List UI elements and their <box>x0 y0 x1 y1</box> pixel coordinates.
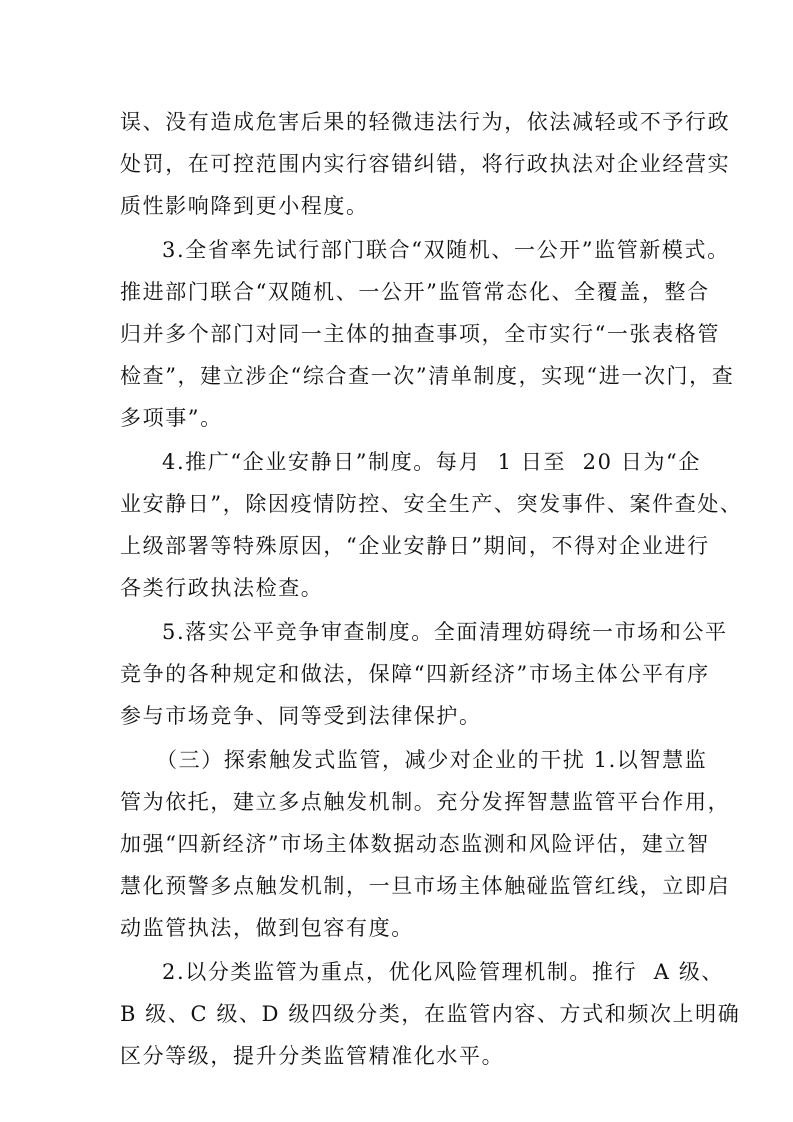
body-text-line: 区分等级，提升分类监管精准化水平。 <box>120 1044 505 1068</box>
body-text-line: 检查”，建立涉企“综合查一次”清单制度，实现“进一次门，查 <box>120 364 735 388</box>
body-text-line: 归并多个部门对同一主体的抽查事项，全市实行“一张表格管 <box>120 322 720 346</box>
body-text-line: 参与市场竞争、同等受到法律保护。 <box>120 704 482 728</box>
section-heading-line: （三）探索触发式监管，减少对企业的干扰 1.以智慧监 <box>156 748 708 772</box>
body-text-line: 误、没有造成危害后果的轻微违法行为，依法减轻或不予行政 <box>120 110 731 134</box>
body-text-line: 处罚，在可控范围内实行容错纠错，将行政执法对企业经营实 <box>120 152 731 176</box>
body-text-line: 各类行政执法检查。 <box>120 576 324 600</box>
body-text-line: 竞争的各种规定和做法，保障“四新经济”市场主体公平有序 <box>120 662 710 686</box>
body-text-line: 加强“四新经济”市场主体数据动态监测和风险评估，建立智 <box>120 832 710 856</box>
body-text-line: 多项事”。 <box>120 406 223 430</box>
body-text-line: 推进部门联合“双随机、一公开”监管常态化、全覆盖，整合 <box>120 280 710 304</box>
body-text-line: 上级部署等特殊原因，“企业安静日”期间，不得对企业进行 <box>120 534 710 558</box>
paragraph-first-line: 2.以分类监管为重点，优化风险管理机制。推行 A 级、 <box>162 960 725 984</box>
paragraph-first-line: 4.推广“企业安静日”制度。每月 1 日至 20 日为“企 <box>162 450 701 474</box>
paragraph-first-line: 3.全省率先试行部门联合“双随机、一公开”监管新模式。 <box>162 238 730 262</box>
body-text-line: 质性影响降到更小程度。 <box>120 194 369 218</box>
paragraph-first-line: 5.落实公平竞争审查制度。全面清理妨碍统一市场和公平 <box>162 620 728 644</box>
body-text-line: B 级、C 级、D 级四级分类，在监管内容、方式和频次上明确 <box>120 1002 741 1026</box>
body-text-line: 业安静日”，除因疫情防控、安全生产、突发事件、案件查处、 <box>120 492 743 516</box>
body-text-line: 慧化预警多点触发机制，一旦市场主体触碰监管红线，立即启 <box>120 874 731 898</box>
body-text-line: 动监管执法，做到包容有度。 <box>120 916 414 940</box>
body-text-line: 管为依托，建立多点触发机制。充分发挥智慧监管平台作用， <box>120 790 731 814</box>
